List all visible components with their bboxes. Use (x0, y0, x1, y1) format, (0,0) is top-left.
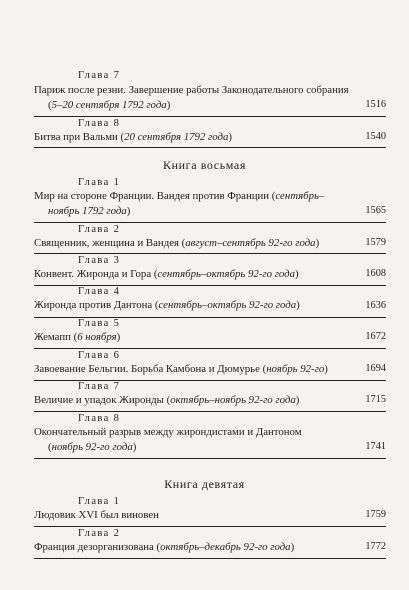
chapter-label: Глава 2 (78, 224, 121, 235)
entry-title: Завоевание Бельгии. Борьба Камбона и Дюмурье ( (34, 363, 267, 375)
page-number: 1516 (365, 99, 386, 110)
entry-title: Жемапп ( (34, 331, 78, 343)
chapter-label: Глава 7 (78, 70, 121, 81)
page-number: 1759 (365, 509, 386, 520)
divider (34, 458, 386, 459)
divider (34, 222, 386, 223)
divider (34, 558, 386, 559)
entry-dates: октябрь–декабрь 92-го года (160, 541, 291, 553)
entry-title: Окончательный разрыв между жирондистами и Дантоном (34, 426, 302, 438)
entry-dates: октябрь–ноябрь 92-го года (170, 394, 296, 406)
page-number: 1636 (365, 300, 386, 311)
entry-dates: сентябрь–октябрь 92-го года (158, 299, 297, 311)
toc-entry: Жиронда против Дантона (сентябрь–октябрь 92-го года) (34, 299, 300, 311)
book-title: Книга девятая (164, 477, 245, 491)
divider (34, 147, 386, 148)
chapter-label: Глава 4 (78, 286, 121, 297)
entry-dates: 5–20 сентября 1792 года (51, 99, 167, 111)
chapter-label: Глава 7 (78, 381, 121, 392)
entry-title: Священник, женщина и Вандея ( (34, 237, 186, 249)
entry-dates: сентябрь– (275, 190, 325, 202)
toc-entry: Величие и упадок Жиронды (октябрь–ноябрь 92-го года) (34, 394, 300, 406)
entry-dates-cont: ноябрь 1792 года (48, 205, 127, 217)
chapter-label: Глава 1 (78, 177, 121, 188)
entry-title: Жиронда против Дантона ( (34, 299, 159, 311)
entry-dates: ноябрь 92-го года (51, 441, 133, 453)
entry-title: Мир на стороне Франции. Вандея против Франции ( (34, 190, 276, 202)
chapter-label: Глава 8 (78, 118, 121, 129)
toc-entry: Священник, женщина и Вандея (август–сентябрь 92-го года) (34, 237, 320, 249)
entry-dates: август–сентябрь 92-го года (185, 237, 316, 249)
entry-title: Битва при Вальми ( (34, 131, 125, 143)
page-number: 1608 (365, 268, 386, 279)
page-number: 1741 (365, 441, 386, 452)
toc-entry: Завоевание Бельгии. Борьба Камбона и Дюмурье (ноябрь 92-го) (34, 363, 328, 375)
entry-dates: сентябрь–октябрь 92-го года (157, 268, 296, 280)
toc-entry: Мир на стороне Франции. Вандея против Франции (сентябрь– ноябрь 1792 года) (34, 190, 325, 217)
toc-entry: Франция дезорганизована (октябрь–декабрь 92-го года) (34, 541, 295, 553)
entry-dates: 20 сентября 1792 года (124, 131, 229, 143)
entry-title: Конвент. Жиронда и Гора ( (34, 268, 158, 280)
entry-dates: 6 ноября (77, 331, 117, 343)
page-number: 1715 (365, 394, 386, 405)
toc-entry: Битва при Вальми (20 сентября 1792 года) (34, 131, 232, 143)
entry-title: Франция дезорганизована ( (34, 541, 161, 553)
divider (34, 348, 386, 349)
chapter-label: Глава 2 (78, 528, 121, 539)
book-title: Книга восьмая (163, 158, 246, 172)
toc-entry (34, 83, 386, 113)
divider (34, 253, 386, 254)
page-number: 1672 (365, 331, 386, 342)
toc-entry: Жемапп (6 ноября) (34, 331, 121, 343)
page-number: 1694 (365, 363, 386, 374)
entry-title: Людовик XVI был виновен (34, 509, 159, 521)
chapter-label: Глава 3 (78, 255, 121, 266)
page-number: 1772 (365, 541, 386, 552)
chapter-label: Глава 1 (78, 496, 121, 507)
toc-entry: Конвент. Жиронда и Гора (сентябрь–октябрь 92-го года) (34, 268, 299, 280)
entry-title: Париж после резни. Завершение работы Законодательного собрания (34, 84, 349, 96)
entry-title: Величие и упадок Жиронды ( (34, 394, 171, 406)
chapter-label: Глава 8 (78, 413, 121, 424)
toc-entry: Окончательный разрыв между жирондистами и Дантоном (ноябрь 92-го года) (34, 425, 386, 455)
page-number: 1565 (365, 205, 386, 216)
page-number: 1579 (365, 237, 386, 248)
divider (34, 116, 386, 117)
divider (34, 411, 386, 412)
toc-entry (34, 508, 386, 523)
entry-dates-line: (5–20 сентября 1792 года) (48, 99, 171, 111)
chapter-label: Глава 6 (78, 350, 121, 361)
page-number: 1540 (365, 131, 386, 142)
divider (34, 526, 386, 527)
entry-dates: ноябрь 92-го (266, 363, 325, 375)
chapter-label: Глава 5 (78, 318, 121, 329)
